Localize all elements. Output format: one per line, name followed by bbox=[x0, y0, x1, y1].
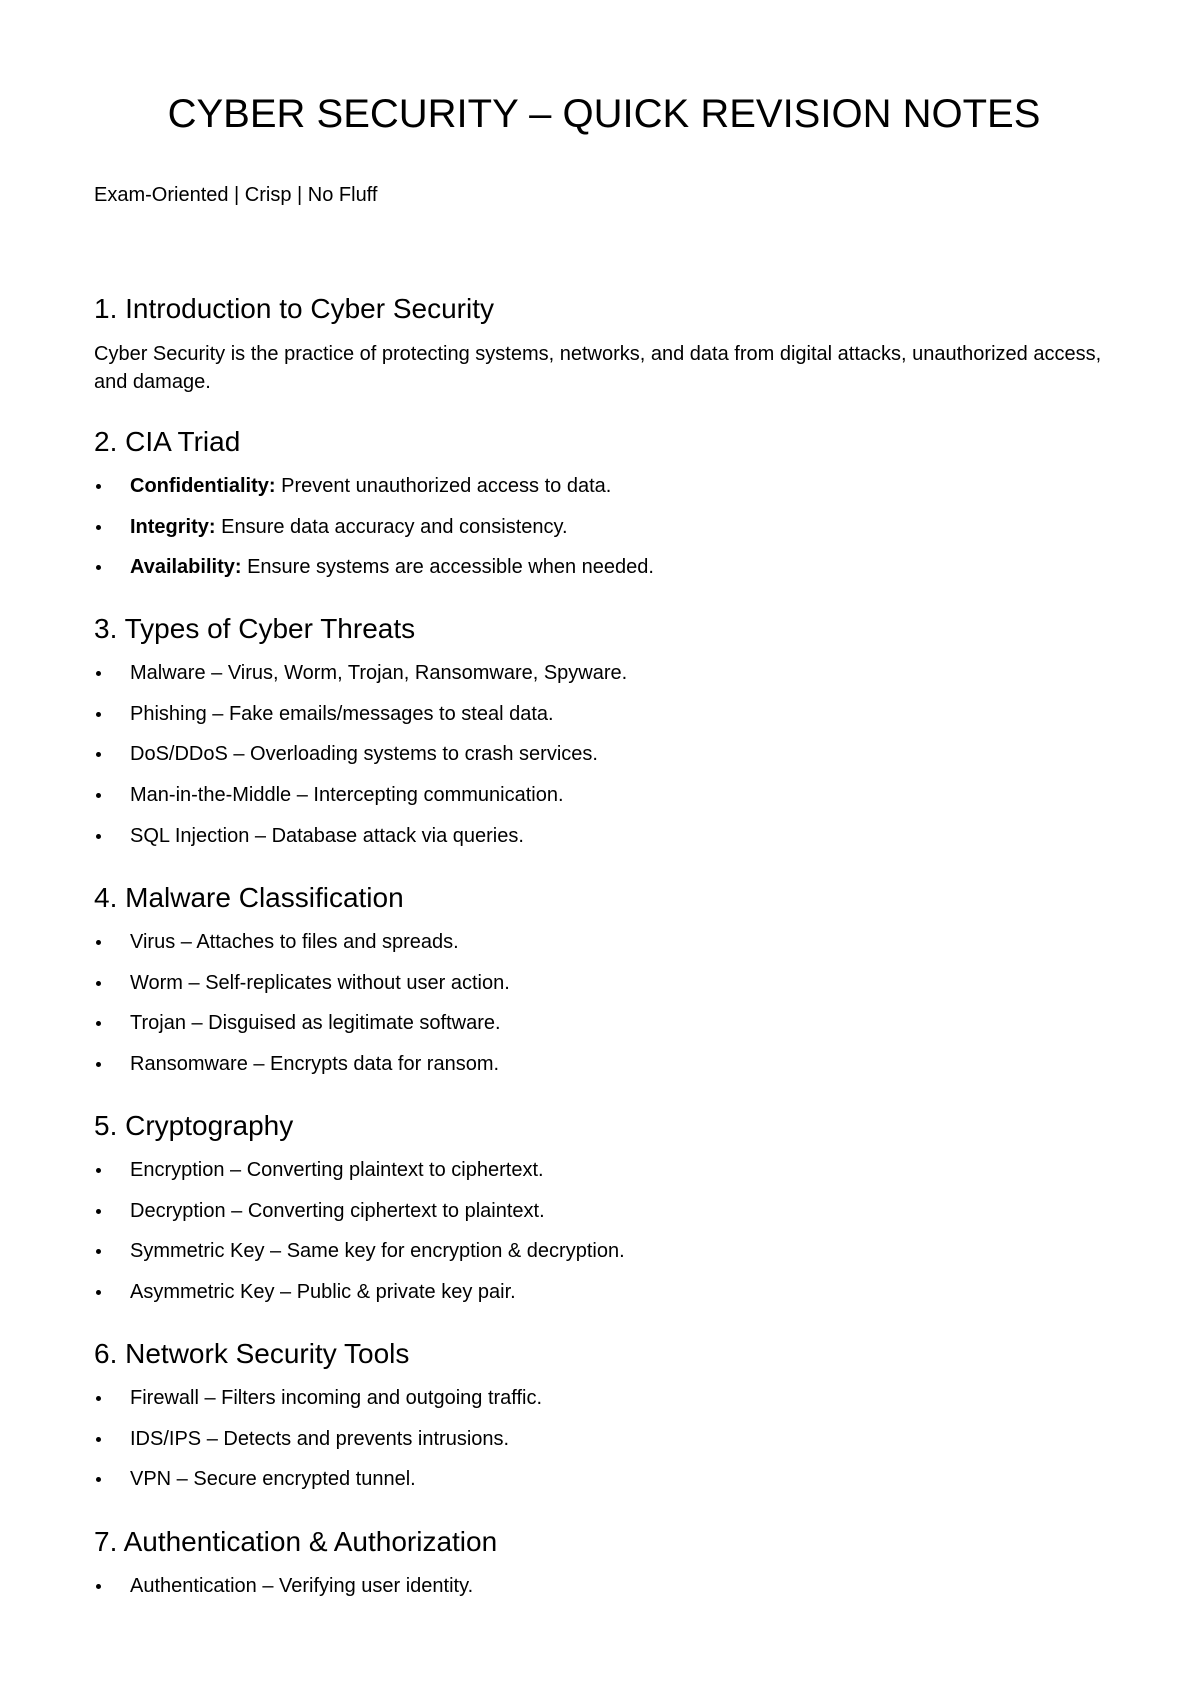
list-item bbox=[94, 514, 1114, 555]
bullet-icon bbox=[96, 1396, 101, 1401]
list-item bbox=[94, 1238, 1114, 1279]
list-item-text: Decryption – Converting ciphertext to plaintext. bbox=[130, 1199, 545, 1222]
list-item-text: Asymmetric Key – Public & private key pair. bbox=[130, 1281, 516, 1304]
section-cryptography bbox=[94, 1109, 1114, 1320]
section-malware-classification bbox=[94, 881, 1114, 1092]
list-item bbox=[94, 1010, 1114, 1051]
list-item bbox=[94, 1279, 1114, 1320]
list-item-text: Firewall – Filters incoming and outgoing traffic. bbox=[130, 1387, 543, 1409]
list-item-text: Man-in-the-Middle – Intercepting communication. bbox=[130, 784, 564, 807]
bullet-list bbox=[94, 929, 1114, 1092]
bullet-icon bbox=[96, 1290, 101, 1295]
list-item-text: Trojan – Disguised as legitimate software. bbox=[130, 1012, 501, 1035]
term-label: Availability: bbox=[130, 556, 242, 579]
bullet-list bbox=[94, 660, 1114, 863]
list-item bbox=[94, 1198, 1114, 1239]
list-item bbox=[94, 1385, 1114, 1426]
list-item-text: Symmetric Key – Same key for encryption & decryption. bbox=[130, 1240, 625, 1263]
list-item-text: VPN – Secure encrypted tunnel. bbox=[130, 1468, 416, 1491]
list-item bbox=[94, 701, 1114, 742]
bullet-icon bbox=[96, 1062, 101, 1067]
list-item-text: Worm – Self-replicates without user action. bbox=[130, 971, 510, 994]
bullet-icon bbox=[96, 752, 101, 757]
bullet-list bbox=[94, 473, 1114, 595]
bullet-icon bbox=[96, 712, 101, 717]
bullet-icon bbox=[96, 565, 101, 570]
bullet-icon bbox=[96, 671, 101, 676]
list-item-text: Encryption – Converting plaintext to ciphertext. bbox=[130, 1159, 544, 1181]
section-cia-triad bbox=[94, 425, 1114, 595]
bullet-icon bbox=[96, 1477, 101, 1482]
bullet-icon bbox=[96, 1249, 101, 1254]
list-item bbox=[94, 782, 1114, 823]
list-item-text: Phishing – Fake emails/messages to steal data. bbox=[130, 702, 554, 725]
section-heading: 4. Malware Classification bbox=[94, 882, 404, 913]
page-title: CYBER SECURITY – QUICK REVISION NOTES bbox=[167, 92, 1041, 136]
page-subtitle: Exam-Oriented | Crisp | No Fluff bbox=[94, 184, 378, 206]
bullet-icon bbox=[96, 1021, 101, 1026]
list-item bbox=[94, 473, 1114, 514]
list-item bbox=[94, 554, 1114, 595]
bullet-icon bbox=[96, 793, 101, 798]
bullet-icon bbox=[96, 834, 101, 839]
list-item bbox=[94, 970, 1114, 1011]
bullet-list bbox=[94, 1157, 1114, 1320]
list-item-text: SQL Injection – Database attack via queries. bbox=[130, 824, 524, 847]
term-description: Ensure systems are accessible when needed. bbox=[241, 556, 654, 579]
section-heading: 1. Introduction to Cyber Security bbox=[94, 293, 494, 324]
list-item-text: Virus – Attaches to files and spreads. bbox=[130, 931, 459, 953]
list-item bbox=[94, 1051, 1114, 1092]
bullet-icon bbox=[96, 940, 101, 945]
section-paragraph: Cyber Security is the practice of protecting systems, networks, and data from digital attacks, unauthorized access, and damage. bbox=[94, 343, 1102, 393]
list-item-text: Ransomware – Encrypts data for ransom. bbox=[130, 1053, 500, 1076]
list-item bbox=[94, 741, 1114, 782]
section-introduction bbox=[94, 292, 1114, 396]
list-item bbox=[94, 823, 1114, 864]
section-heading: 3. Types of Cyber Threats bbox=[94, 613, 416, 644]
list-item bbox=[94, 1466, 1114, 1507]
section-network-security-tools bbox=[94, 1337, 1114, 1507]
list-item bbox=[94, 1157, 1114, 1198]
bullet-icon bbox=[96, 525, 101, 530]
bullet-icon bbox=[96, 1209, 101, 1214]
list-item bbox=[94, 1573, 1114, 1614]
term-label: Integrity: bbox=[130, 515, 216, 538]
bullet-icon bbox=[96, 1168, 101, 1173]
term-description: Prevent unauthorized access to data. bbox=[275, 475, 612, 497]
list-item bbox=[94, 660, 1114, 701]
term-description: Ensure data accuracy and consistency. bbox=[215, 515, 568, 538]
bullet-list bbox=[94, 1573, 1114, 1614]
section-cyber-threats bbox=[94, 612, 1114, 863]
list-item-text: Authentication – Verifying user identity. bbox=[130, 1575, 474, 1597]
list-item-text: DoS/DDoS – Overloading systems to crash services. bbox=[130, 743, 598, 766]
list-item bbox=[94, 929, 1114, 970]
term-label: Confidentiality: bbox=[130, 475, 276, 497]
section-heading: 7. Authentication & Authorization bbox=[94, 1526, 498, 1557]
bullet-icon bbox=[96, 1584, 101, 1589]
bullet-icon bbox=[96, 484, 101, 489]
bullet-list bbox=[94, 1385, 1114, 1507]
section-authentication-authorization bbox=[94, 1525, 1114, 1614]
section-heading: 6. Network Security Tools bbox=[94, 1338, 410, 1369]
bullet-icon bbox=[96, 981, 101, 986]
list-item bbox=[94, 1426, 1114, 1467]
section-heading: 5. Cryptography bbox=[94, 1110, 294, 1141]
bullet-icon bbox=[96, 1437, 101, 1442]
section-heading: 2. CIA Triad bbox=[94, 426, 241, 457]
list-item-text: IDS/IPS – Detects and prevents intrusions. bbox=[130, 1427, 510, 1450]
list-item-text: Malware – Virus, Worm, Trojan, Ransomware, Spyware. bbox=[130, 662, 628, 684]
